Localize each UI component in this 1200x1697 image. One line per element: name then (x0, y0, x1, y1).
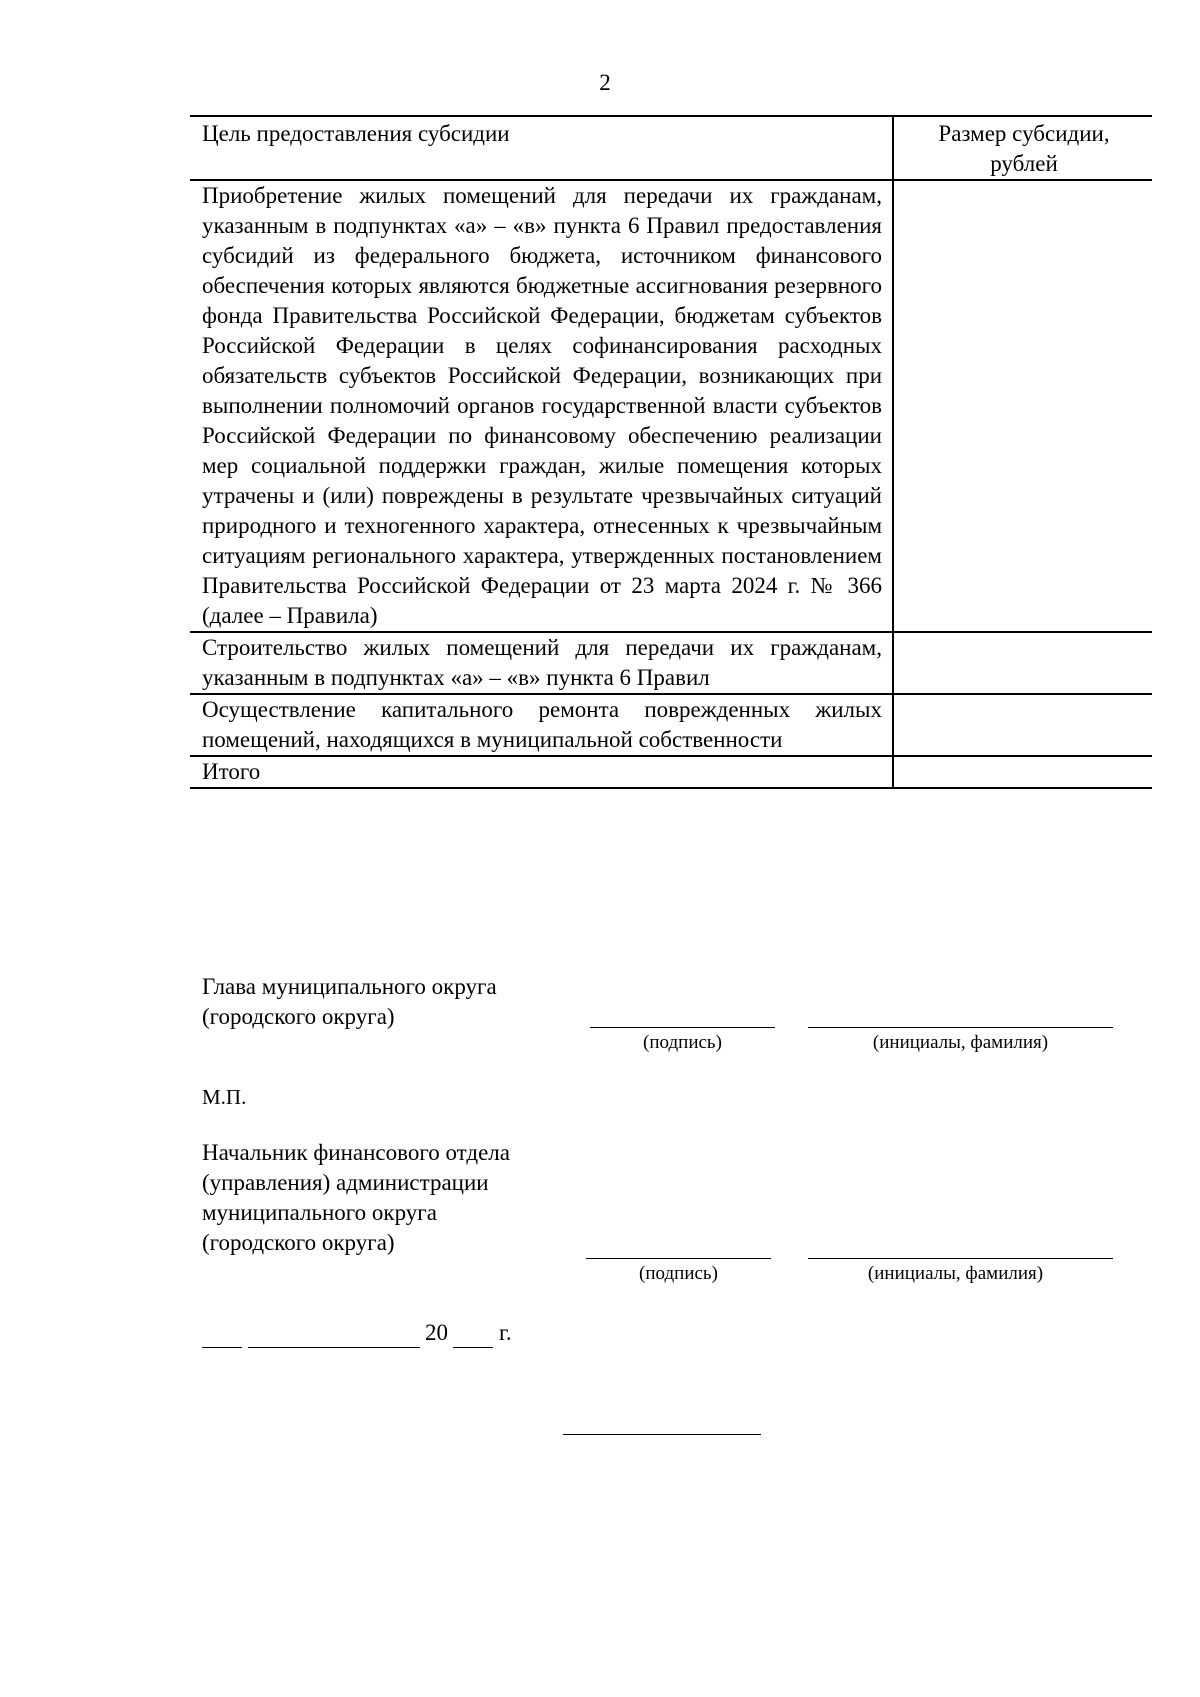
goal-cell: Приобретение жилых помещений для передачи их гражданам, указанным в подпунктах «а» – «в» пункта 6 Правил предоставления субсидий из федерального бюджета, источником финансового обеспечения которых являются бюджетные ассигнования резервного фонда Правительства Российской Федерации, бюджетам субъектов Российской Федерации в целях софинансирования расходных обязательств субъектов Российской Федерации, возникающих при выполнении полномочий органов государственной власти субъектов Российской Федерации по финансовому обеспечению реализации мер социальной поддержки граждан, жилые помещения которых утрачены и (или) повреждены в результате чрезвычайных ситуаций природного и техногенного характера, отнесенных к чрезвычайным ситуациям регионального характера, утвержденных постановлением Правительства Российской Федерации от 23 марта 2024 г. № 366 (далее – Правила) (190, 180, 893, 632)
goal-column-header: Цель предоставления субсидии (190, 116, 893, 180)
date-day-line[interactable] (202, 1347, 242, 1348)
date-month-line[interactable] (248, 1347, 420, 1348)
date-year-prefix: 20 (425, 1320, 448, 1345)
amount-column-header-text: Размер субсидии, рублей (938, 121, 1110, 176)
date-year-suffix: г. (499, 1320, 512, 1345)
total-row (190, 756, 1152, 788)
stamp-placeholder: М.П. (202, 1085, 247, 1109)
head-title-line: (городского округа) (202, 1004, 395, 1029)
subsidy-table (190, 115, 1152, 789)
head-title-line: Глава муниципального округа (202, 974, 497, 999)
goal-cell: Осуществление капитального ремонта поврежденных жилых помещений, находящихся в муниципальной собственности (190, 694, 893, 756)
total-label: Итого (190, 756, 893, 788)
amount-column-header (893, 116, 1152, 180)
head-signature-line[interactable] (590, 1027, 775, 1028)
finance-name-line[interactable] (808, 1258, 1113, 1259)
amount-cell (893, 632, 1152, 694)
finance-title-line: муниципального округа (202, 1200, 437, 1225)
date-year-line[interactable] (453, 1347, 493, 1348)
goal-cell: Строительство жилых помещений для передачи их гражданам, указанным в подпунктах «а» – «в» пункта 6 Правил (190, 632, 893, 694)
page-number: 2 (599, 70, 611, 95)
finance-name-caption: (инициалы, фамилия) (867, 1263, 1044, 1284)
finance-title-line: Начальник финансового отдела (202, 1140, 510, 1165)
finance-signature-caption: (подпись) (639, 1263, 718, 1284)
table-row (190, 632, 1152, 694)
amount-cell (893, 180, 1152, 632)
head-name-line[interactable] (808, 1027, 1113, 1028)
head-title (202, 972, 497, 1032)
amount-cell (893, 694, 1152, 756)
finance-title-line: (городского округа) (202, 1230, 395, 1255)
finance-signature-line[interactable] (586, 1258, 771, 1259)
head-signature-caption: (подпись) (643, 1032, 722, 1053)
total-amount (893, 756, 1152, 788)
table-row (190, 180, 1152, 632)
finance-title-line: (управления) администрации (202, 1170, 489, 1195)
table-row (190, 694, 1152, 756)
end-separator-line (563, 1434, 761, 1435)
head-name-caption: (инициалы, фамилия) (872, 1032, 1049, 1053)
table-header-row (190, 116, 1152, 180)
finance-title (202, 1138, 510, 1258)
